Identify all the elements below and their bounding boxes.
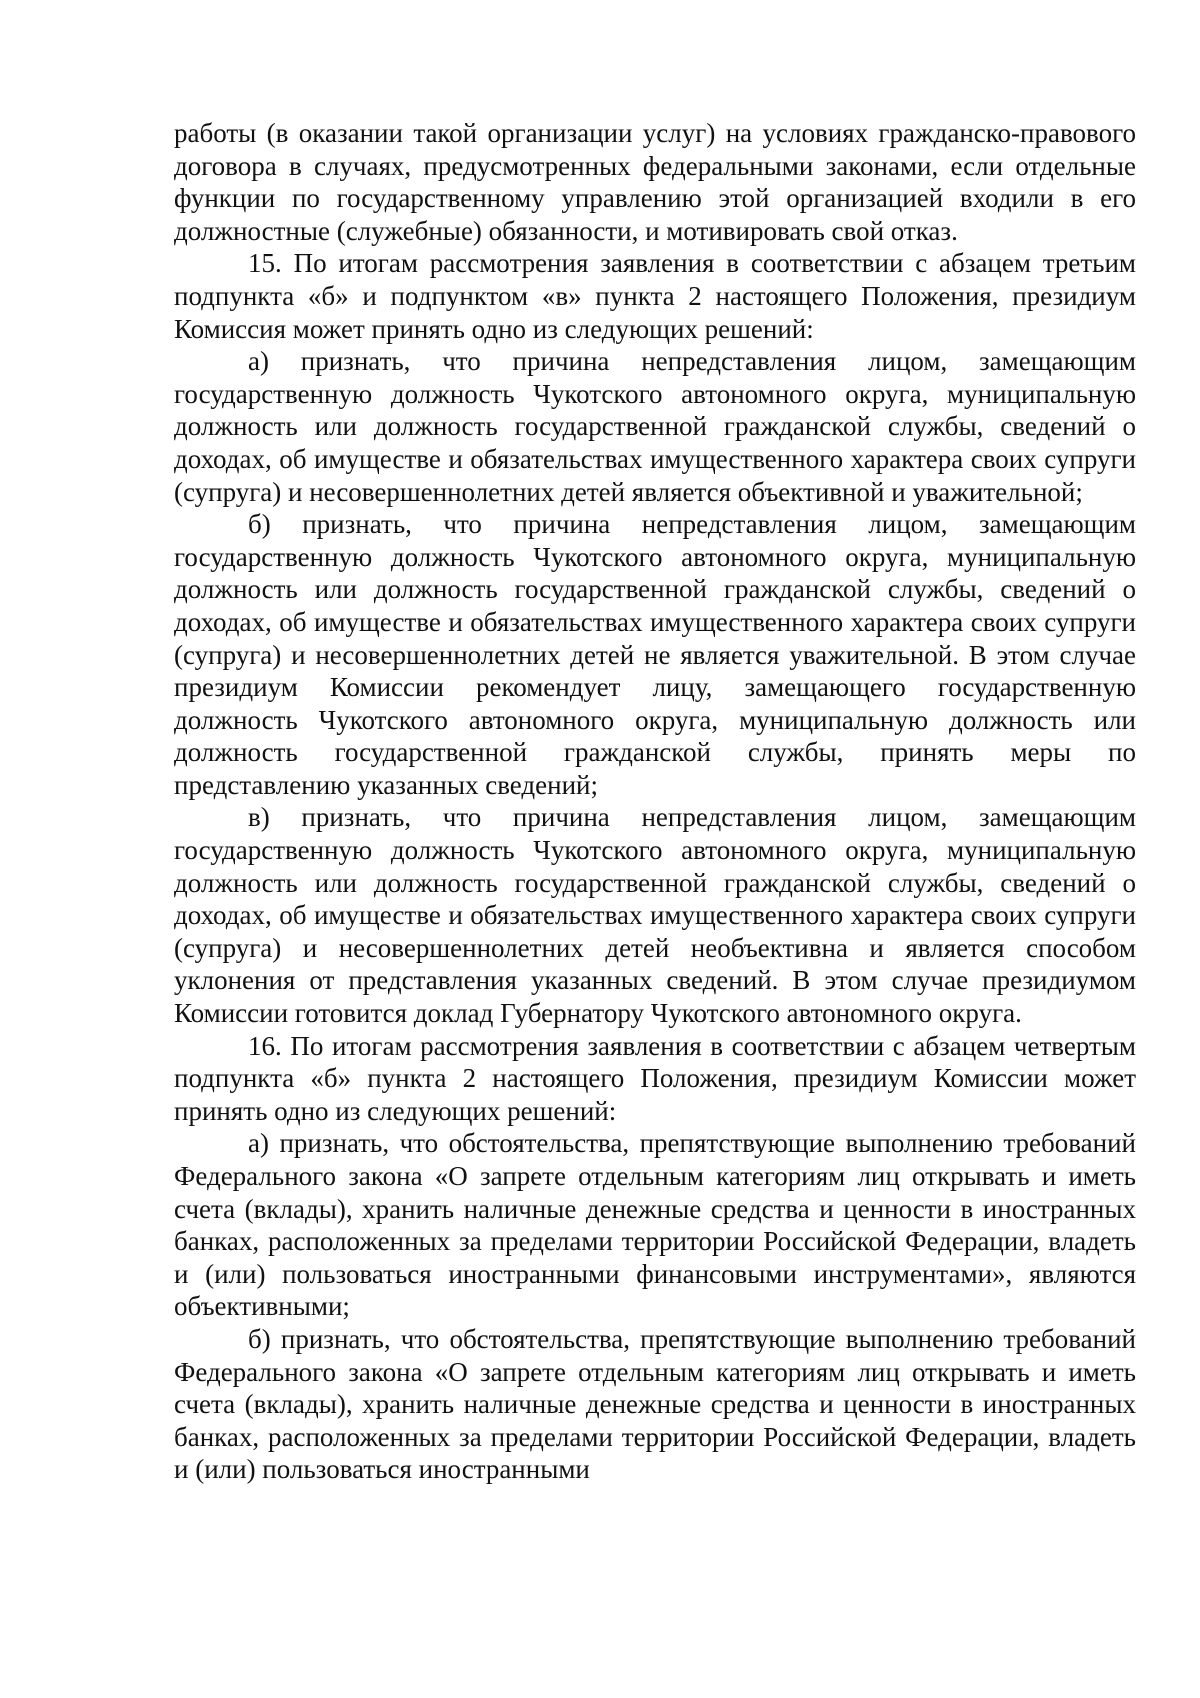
paragraph-continuation: работы (в оказании такой организации услуг) на условиях гражданско-правового договора в случаях, предусмотренных федеральными законами, если отдельные функции по государственному управлению этой организацией входили в его должностные (служебные) обязанности, и мотивировать свой отказ.: [174, 118, 1136, 246]
paragraph-15-v: в) признать, что причина непредставления лицом, замещающим государственную должность Чукотского автономного округа, муниципальную должность или должность государственной гражданской службы, сведений о доходах, об имуществе и обязательствах имущественного характера своих супруги (супруга) и несовершеннолетних детей необъективна и является способом уклонения от представления указанных сведений. В этом случае президиумом Комиссии готовится доклад Губернатору Чукотского автономного округа.: [174, 802, 1136, 1029]
paragraph-16-a: а) признать, что обстоятельства, препятствующие выполнению требований Федерального закона «О запрете отдельным категориям лиц открывать и иметь счета (вклады), хранить наличные денежные средства и ценности в иностранных банках, расположенных за пределами территории Российской Федерации, владеть и (или) пользоваться иностранными финансовыми инструментами», являются объективными;: [174, 1128, 1136, 1322]
paragraph-16-b: б) признать, что обстоятельства, препятствующие выполнению требований Федерального закона «О запрете отдельным категориям лиц открывать и иметь счета (вклады), хранить наличные денежные средства и ценности в иностранных банках, расположенных за пределами территории Российской Федерации, владеть и (или) пользоваться иностранными: [174, 1323, 1136, 1485]
paragraph-15-b: б) признать, что причина непредставления лицом, замещающим государственную должность Чукотского автономного округа, муниципальную должность или должность государственной гражданской службы, сведений о доходах, об имуществе и обязательствах имущественного характера своих супруги (супруга) и несовершеннолетних детей не является уважительной. В этом случае президиум Комиссии рекомендует лицу, замещающего государственную должность Чукотского автономного округа, муниципальную должность или должность государственной гражданской службы, принять меры по представлению указанных сведений;: [174, 509, 1136, 800]
paragraph-item-15: 15. По итогам рассмотрения заявления в соответствии с абзацем третьим подпункта «б» и подпунктом «в» пункта 2 настоящего Положения, президиум Комиссия может принять одно из следующих решений:: [174, 248, 1136, 344]
paragraph-15-a: а) признать, что причина непредставления лицом, замещающим государственную должность Чукотского автономного округа, муниципальную должность или должность государственной гражданской службы, сведений о доходах, об имуществе и обязательствах имущественного характера своих супруги (супруга) и несовершеннолетних детей является объективной и уважительной;: [174, 346, 1136, 507]
document-page: [174, 117, 1136, 1486]
paragraph-item-16: 16. По итогам рассмотрения заявления в соответствии с абзацем четвертым подпункта «б» пункта 2 настоящего Положения, президиум Комиссии может принять одно из следующих решений:: [174, 1030, 1136, 1126]
